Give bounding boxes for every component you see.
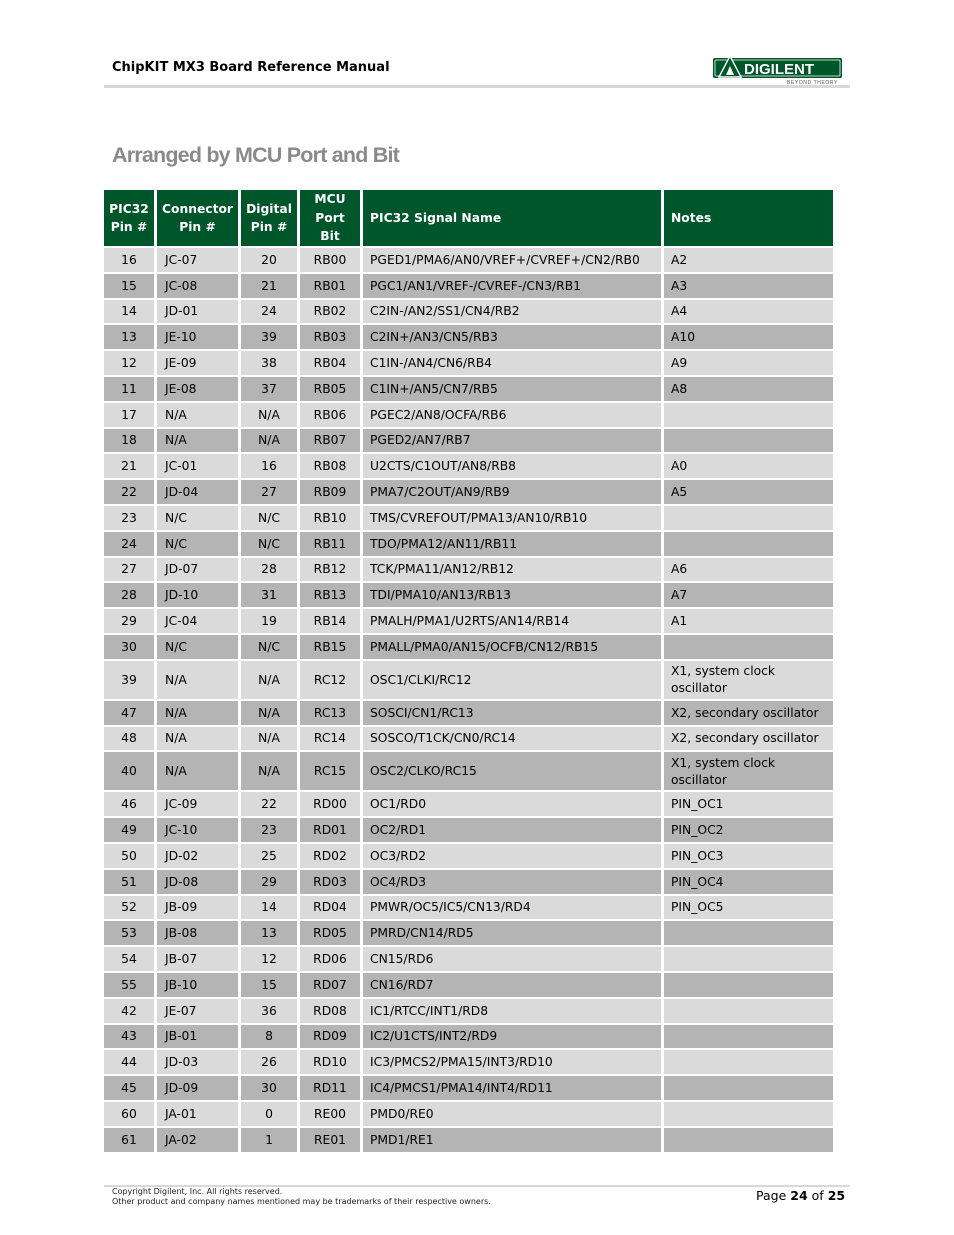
port-bit-cell: RB08 xyxy=(300,454,363,480)
connector-pin-cell: JA-01 xyxy=(157,1102,241,1128)
port-bit-cell: RB05 xyxy=(300,377,363,403)
signal-name-cell: PGED1/PMA6/AN0/VREF+/CVREF+/CN2/RB0 xyxy=(363,248,664,274)
table-row xyxy=(104,921,833,947)
digital-pin-header xyxy=(241,190,300,248)
note-line: A4 xyxy=(671,304,688,319)
notes-cell xyxy=(664,480,833,506)
digilent-logo xyxy=(713,56,842,85)
table-row xyxy=(104,532,833,558)
pic32-pin-cell: 60 xyxy=(104,1102,157,1128)
signal-name-cell: C1IN+/AN5/CN7/RB5 xyxy=(363,377,664,403)
header-line: Bit xyxy=(320,229,340,244)
pic32-pin-cell: 21 xyxy=(104,454,157,480)
note-line: A8 xyxy=(671,381,688,396)
note-line: X1, system clock xyxy=(671,755,776,770)
signal-name-cell: CN16/RD7 xyxy=(363,973,664,999)
table-row xyxy=(104,792,833,818)
port-bit-cell: RD07 xyxy=(300,973,363,999)
notes-cell xyxy=(664,1025,833,1051)
notes-cell xyxy=(664,1050,833,1076)
signal-name-cell: PMALL/PMA0/AN15/OCFB/CN12/RB15 xyxy=(363,635,664,661)
pic32-pin-cell: 23 xyxy=(104,506,157,532)
port-bit-cell: RD01 xyxy=(300,818,363,844)
pic32-pin-cell: 14 xyxy=(104,300,157,326)
notes-cell xyxy=(664,792,833,818)
note-line: oscillator xyxy=(671,681,727,696)
header-line: MCU xyxy=(314,192,346,207)
pic32-pin-cell: 54 xyxy=(104,947,157,973)
table-row xyxy=(104,429,833,455)
pic32-pin-cell: 29 xyxy=(104,609,157,635)
digital-pin-cell: 8 xyxy=(241,1025,300,1051)
digital-pin-cell: 37 xyxy=(241,377,300,403)
pic32-pin-cell: 24 xyxy=(104,532,157,558)
digital-pin-cell: N/C xyxy=(241,635,300,661)
table-row xyxy=(104,1128,833,1154)
section-title: Arranged by MCU Port and Bit xyxy=(112,143,399,167)
table-row xyxy=(104,480,833,506)
notes-cell xyxy=(664,635,833,661)
note-line: A9 xyxy=(671,356,688,371)
signal-name-cell: TCK/PMA11/AN12/RB12 xyxy=(363,558,664,584)
table-row xyxy=(104,752,833,792)
port-bit-cell: RC12 xyxy=(300,661,363,701)
signal-name-cell: PMALH/PMA1/U2RTS/AN14/RB14 xyxy=(363,609,664,635)
port-bit-cell: RB04 xyxy=(300,351,363,377)
table-row xyxy=(104,403,833,429)
signal-name-cell: U2CTS/C1OUT/AN8/RB8 xyxy=(363,454,664,480)
connector-pin-cell: JC-01 xyxy=(157,454,241,480)
copyright-notice xyxy=(112,1187,491,1206)
digital-pin-cell: N/A xyxy=(241,429,300,455)
port-bit-cell: RC13 xyxy=(300,701,363,727)
pic32-pin-cell: 15 xyxy=(104,274,157,300)
note-line: A6 xyxy=(671,562,688,577)
notes-cell xyxy=(664,818,833,844)
pic32-pin-cell: 55 xyxy=(104,973,157,999)
table-row xyxy=(104,583,833,609)
header-line: Notes xyxy=(671,210,712,225)
signal-name-cell: CN15/RD6 xyxy=(363,947,664,973)
pic32-pin-cell: 49 xyxy=(104,818,157,844)
port-bit-cell: RD10 xyxy=(300,1050,363,1076)
notes-cell xyxy=(664,701,833,727)
signal-name-cell: OC3/RD2 xyxy=(363,844,664,870)
digital-pin-cell: N/A xyxy=(241,661,300,701)
digital-pin-cell: 0 xyxy=(241,1102,300,1128)
note-line: PIN_OC2 xyxy=(671,823,724,838)
notes-cell xyxy=(664,896,833,922)
connector-pin-cell: N/A xyxy=(157,429,241,455)
signal-name-cell: IC4/PMCS1/PMA14/INT4/RD11 xyxy=(363,1076,664,1102)
signal-name-header xyxy=(363,190,664,248)
pic32-pin-header xyxy=(104,190,157,248)
connector-pin-cell: JD-09 xyxy=(157,1076,241,1102)
port-bit-cell: RD03 xyxy=(300,870,363,896)
port-bit-cell: RB02 xyxy=(300,300,363,326)
pic32-pin-cell: 28 xyxy=(104,583,157,609)
notes-cell xyxy=(664,870,833,896)
notes-cell xyxy=(664,1076,833,1102)
digital-pin-cell: 15 xyxy=(241,973,300,999)
header-line: PIC32 Signal Name xyxy=(370,210,502,225)
table-row xyxy=(104,300,833,326)
digital-pin-cell: 22 xyxy=(241,792,300,818)
connector-pin-cell: JD-03 xyxy=(157,1050,241,1076)
signal-name-cell: PMRD/CN14/RD5 xyxy=(363,921,664,947)
signal-name-cell: PMA7/C2OUT/AN9/RB9 xyxy=(363,480,664,506)
note-line: PIN_OC5 xyxy=(671,900,724,915)
notes-cell xyxy=(664,274,833,300)
notes-cell xyxy=(664,325,833,351)
digital-pin-cell: 39 xyxy=(241,325,300,351)
note-line: X1, system clock xyxy=(671,664,776,679)
table-row xyxy=(104,609,833,635)
notes-cell xyxy=(664,351,833,377)
port-bit-cell: RC15 xyxy=(300,752,363,792)
connector-pin-cell: JD-07 xyxy=(157,558,241,584)
connector-pin-cell: JA-02 xyxy=(157,1128,241,1154)
notes-cell xyxy=(664,947,833,973)
notes-cell xyxy=(664,661,833,701)
table-row xyxy=(104,896,833,922)
note-line: oscillator xyxy=(671,772,727,787)
port-bit-cell: RD00 xyxy=(300,792,363,818)
connector-pin-cell: N/A xyxy=(157,752,241,792)
pin-table xyxy=(104,190,833,1154)
trademark-line: Other product and company names mentioned may be trademarks of their respective owners. xyxy=(112,1196,491,1206)
pic32-pin-cell: 51 xyxy=(104,870,157,896)
digital-pin-cell: 13 xyxy=(241,921,300,947)
signal-name-cell: PGED2/AN7/RB7 xyxy=(363,429,664,455)
page-label: Page xyxy=(756,1188,787,1203)
digital-pin-cell: 36 xyxy=(241,999,300,1025)
port-bit-cell: RD06 xyxy=(300,947,363,973)
copyright-line: Copyright Digilent, Inc. All rights reserved. xyxy=(112,1187,283,1196)
digital-pin-cell: 28 xyxy=(241,558,300,584)
signal-name-cell: OC4/RD3 xyxy=(363,870,664,896)
signal-name-cell: OSC1/CLKI/RC12 xyxy=(363,661,664,701)
pic32-pin-cell: 16 xyxy=(104,248,157,274)
notes-cell xyxy=(664,727,833,753)
table-row xyxy=(104,558,833,584)
note-line: A3 xyxy=(671,278,688,293)
table-row xyxy=(104,635,833,661)
digital-pin-cell: 29 xyxy=(241,870,300,896)
table-row xyxy=(104,818,833,844)
signal-name-cell: C2IN-/AN2/SS1/CN4/RB2 xyxy=(363,300,664,326)
pic32-pin-cell: 43 xyxy=(104,1025,157,1051)
port-bit-cell: RB09 xyxy=(300,480,363,506)
table-row xyxy=(104,506,833,532)
note-line: A0 xyxy=(671,459,688,474)
port-bit-cell: RD08 xyxy=(300,999,363,1025)
port-bit-cell: RB01 xyxy=(300,274,363,300)
note-line: X2, secondary oscillator xyxy=(671,731,819,746)
connector-pin-cell: JC-04 xyxy=(157,609,241,635)
port-bit-cell: RD04 xyxy=(300,896,363,922)
signal-name-cell: IC2/U1CTS/INT2/RD9 xyxy=(363,1025,664,1051)
notes-cell xyxy=(664,583,833,609)
signal-name-cell: SOSCO/T1CK/CN0/RC14 xyxy=(363,727,664,753)
connector-pin-cell: JD-01 xyxy=(157,300,241,326)
notes-cell xyxy=(664,429,833,455)
pic32-pin-cell: 27 xyxy=(104,558,157,584)
digital-pin-cell: 24 xyxy=(241,300,300,326)
header-line: Pin # xyxy=(179,220,216,234)
connector-pin-cell: JE-07 xyxy=(157,999,241,1025)
connector-pin-cell: JB-01 xyxy=(157,1025,241,1051)
note-line: A10 xyxy=(671,330,696,345)
signal-name-cell: IC1/RTCC/INT1/RD8 xyxy=(363,999,664,1025)
logo-text: DIGILENT xyxy=(744,61,814,78)
table-header-row xyxy=(104,190,833,248)
pic32-pin-cell: 48 xyxy=(104,727,157,753)
signal-name-cell: PGC1/AN1/VREF-/CVREF-/CN3/RB1 xyxy=(363,274,664,300)
port-bit-cell: RB00 xyxy=(300,248,363,274)
connector-pin-cell: N/C xyxy=(157,506,241,532)
port-bit-cell: RB15 xyxy=(300,635,363,661)
connector-pin-cell: JE-08 xyxy=(157,377,241,403)
pic32-pin-cell: 53 xyxy=(104,921,157,947)
pic32-pin-cell: 46 xyxy=(104,792,157,818)
header-line: Digital xyxy=(246,201,292,216)
digital-pin-cell: 25 xyxy=(241,844,300,870)
port-bit-cell: RE01 xyxy=(300,1128,363,1154)
signal-name-cell: OC1/RD0 xyxy=(363,792,664,818)
signal-name-cell: TDI/PMA10/AN13/RB13 xyxy=(363,583,664,609)
pic32-pin-cell: 13 xyxy=(104,325,157,351)
digital-pin-cell: N/A xyxy=(241,752,300,792)
connector-pin-cell: N/A xyxy=(157,403,241,429)
notes-cell xyxy=(664,752,833,792)
port-bit-cell: RB11 xyxy=(300,532,363,558)
table-row xyxy=(104,1076,833,1102)
note-line: PIN_OC1 xyxy=(671,797,724,812)
digital-pin-cell: 21 xyxy=(241,274,300,300)
digital-pin-cell: 16 xyxy=(241,454,300,480)
digital-pin-cell: 30 xyxy=(241,1076,300,1102)
notes-cell xyxy=(664,999,833,1025)
connector-pin-cell: N/C xyxy=(157,635,241,661)
port-bit-cell: RB03 xyxy=(300,325,363,351)
logo-tagline: BEYOND THEORY xyxy=(787,80,838,85)
notes-header xyxy=(664,190,833,248)
connector-pin-header xyxy=(157,190,241,248)
digital-pin-cell: N/A xyxy=(241,701,300,727)
signal-name-cell: OSC2/CLKO/RC15 xyxy=(363,752,664,792)
connector-pin-cell: JB-09 xyxy=(157,896,241,922)
table-row xyxy=(104,870,833,896)
notes-cell xyxy=(664,532,833,558)
digital-pin-cell: 31 xyxy=(241,583,300,609)
digital-pin-cell: 23 xyxy=(241,818,300,844)
signal-name-cell: SOSCI/CN1/RC13 xyxy=(363,701,664,727)
pic32-pin-cell: 30 xyxy=(104,635,157,661)
header-line: Pin # xyxy=(110,220,148,234)
pic32-pin-cell: 18 xyxy=(104,429,157,455)
connector-pin-cell: JD-10 xyxy=(157,583,241,609)
digital-pin-cell: 12 xyxy=(241,947,300,973)
page-number xyxy=(756,1188,845,1203)
pic32-pin-cell: 12 xyxy=(104,351,157,377)
port-bit-cell: RB12 xyxy=(300,558,363,584)
pic32-pin-cell: 22 xyxy=(104,480,157,506)
table-row xyxy=(104,947,833,973)
connector-pin-cell: JE-09 xyxy=(157,351,241,377)
digital-pin-cell: 1 xyxy=(241,1128,300,1154)
port-bit-cell: RB07 xyxy=(300,429,363,455)
connector-pin-cell: JD-04 xyxy=(157,480,241,506)
table-row xyxy=(104,274,833,300)
connector-pin-cell: JC-07 xyxy=(157,248,241,274)
pic32-pin-cell: 39 xyxy=(104,661,157,701)
connector-pin-cell: N/A xyxy=(157,661,241,701)
connector-pin-cell: JC-09 xyxy=(157,792,241,818)
port-bit-cell: RD05 xyxy=(300,921,363,947)
header-line: Pin # xyxy=(250,220,288,234)
port-bit-cell: RD09 xyxy=(300,1025,363,1051)
connector-pin-cell: JD-08 xyxy=(157,870,241,896)
pic32-pin-cell: 11 xyxy=(104,377,157,403)
header-line: PIC32 xyxy=(109,201,149,216)
table-row xyxy=(104,1050,833,1076)
signal-name-cell: C1IN-/AN4/CN6/RB4 xyxy=(363,351,664,377)
table-row xyxy=(104,351,833,377)
notes-cell xyxy=(664,506,833,532)
connector-pin-cell: JD-02 xyxy=(157,844,241,870)
connector-pin-cell: JB-10 xyxy=(157,973,241,999)
digital-pin-cell: 26 xyxy=(241,1050,300,1076)
signal-name-cell: PMWR/OC5/IC5/CN13/RD4 xyxy=(363,896,664,922)
notes-cell xyxy=(664,921,833,947)
header-line: Connector xyxy=(161,201,233,216)
note-line: A2 xyxy=(671,252,688,267)
pic32-pin-cell: 45 xyxy=(104,1076,157,1102)
connector-pin-cell: N/A xyxy=(157,701,241,727)
digital-pin-cell: 14 xyxy=(241,896,300,922)
signal-name-cell: TMS/CVREFOUT/PMA13/AN10/RB10 xyxy=(363,506,664,532)
port-bit-cell: RB14 xyxy=(300,609,363,635)
note-line: X2, secondary oscillator xyxy=(671,705,819,720)
header-line: Port xyxy=(315,210,345,225)
connector-pin-cell: N/A xyxy=(157,727,241,753)
note-line: PIN_OC3 xyxy=(671,848,724,863)
signal-name-cell: PGEC2/AN8/OCFA/RB6 xyxy=(363,403,664,429)
notes-cell xyxy=(664,403,833,429)
table-body xyxy=(104,248,833,1154)
note-line: PIN_OC4 xyxy=(671,874,724,889)
digital-pin-cell: N/C xyxy=(241,506,300,532)
digital-pin-cell: N/A xyxy=(241,727,300,753)
table-row xyxy=(104,325,833,351)
notes-cell xyxy=(664,558,833,584)
connector-pin-cell: JC-10 xyxy=(157,818,241,844)
port-bit-cell: RD02 xyxy=(300,844,363,870)
port-bit-cell: RD11 xyxy=(300,1076,363,1102)
table-row xyxy=(104,248,833,274)
connector-pin-cell: JB-07 xyxy=(157,947,241,973)
pic32-pin-cell: 40 xyxy=(104,752,157,792)
pic32-pin-cell: 61 xyxy=(104,1128,157,1154)
digital-pin-cell: N/C xyxy=(241,532,300,558)
notes-cell xyxy=(664,248,833,274)
notes-cell xyxy=(664,1128,833,1154)
notes-cell xyxy=(664,1102,833,1128)
pic32-pin-cell: 52 xyxy=(104,896,157,922)
note-line: A7 xyxy=(671,588,688,603)
connector-pin-cell: JE-10 xyxy=(157,325,241,351)
pic32-pin-cell: 50 xyxy=(104,844,157,870)
digital-pin-cell: 38 xyxy=(241,351,300,377)
table-row xyxy=(104,661,833,701)
port-bit-cell: RB10 xyxy=(300,506,363,532)
port-bit-cell: RB13 xyxy=(300,583,363,609)
table-row xyxy=(104,999,833,1025)
signal-name-cell: IC3/PMCS2/PMA15/INT3/RD10 xyxy=(363,1050,664,1076)
page-total: 25 xyxy=(827,1188,846,1203)
notes-cell xyxy=(664,973,833,999)
page-current: 24 xyxy=(790,1188,808,1203)
table-row xyxy=(104,1102,833,1128)
document-title: ChipKIT MX3 Board Reference Manual xyxy=(112,60,390,75)
table-row xyxy=(104,454,833,480)
port-bit-cell: RB06 xyxy=(300,403,363,429)
connector-pin-cell: N/C xyxy=(157,532,241,558)
table-row xyxy=(104,1025,833,1051)
signal-name-cell: PMD1/RE1 xyxy=(363,1128,664,1154)
notes-cell xyxy=(664,454,833,480)
table-row xyxy=(104,973,833,999)
table-row xyxy=(104,701,833,727)
connector-pin-cell: JC-08 xyxy=(157,274,241,300)
digital-pin-cell: N/A xyxy=(241,403,300,429)
notes-cell xyxy=(664,300,833,326)
table-row xyxy=(104,727,833,753)
note-line: A5 xyxy=(671,485,688,500)
digital-pin-cell: 27 xyxy=(241,480,300,506)
table-row xyxy=(104,844,833,870)
pic32-pin-cell: 42 xyxy=(104,999,157,1025)
signal-name-cell: TDO/PMA12/AN11/RB11 xyxy=(363,532,664,558)
port-bit-cell: RE00 xyxy=(300,1102,363,1128)
notes-cell xyxy=(664,609,833,635)
page-of: of xyxy=(811,1188,824,1203)
signal-name-cell: PMD0/RE0 xyxy=(363,1102,664,1128)
table-row xyxy=(104,377,833,403)
notes-cell xyxy=(664,844,833,870)
connector-pin-cell: JB-08 xyxy=(157,921,241,947)
pic32-pin-cell: 44 xyxy=(104,1050,157,1076)
signal-name-cell: C2IN+/AN3/CN5/RB3 xyxy=(363,325,664,351)
digital-pin-cell: 19 xyxy=(241,609,300,635)
port-bit-cell: RC14 xyxy=(300,727,363,753)
note-line: A1 xyxy=(671,614,688,629)
header-divider xyxy=(104,85,850,88)
pic32-pin-cell: 47 xyxy=(104,701,157,727)
digital-pin-cell: 20 xyxy=(241,248,300,274)
signal-name-cell: OC2/RD1 xyxy=(363,818,664,844)
notes-cell xyxy=(664,377,833,403)
pic32-pin-cell: 17 xyxy=(104,403,157,429)
mcu-port-bit-header xyxy=(300,190,363,248)
